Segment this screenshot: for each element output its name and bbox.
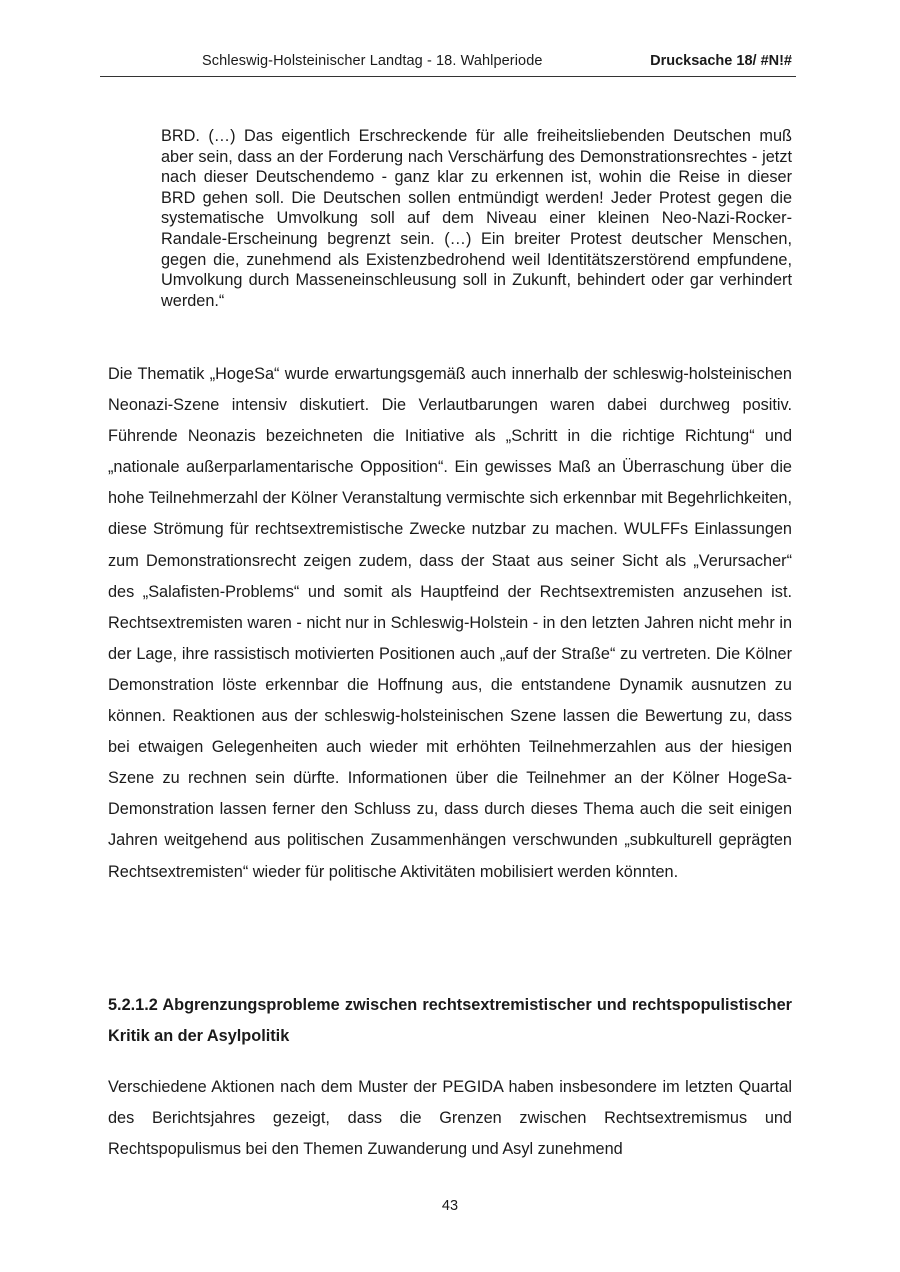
page-header [100, 48, 796, 77]
section-number: 5.2.1.2 [108, 996, 158, 1014]
body-paragraph: Die Thematik „HogeSa“ wurde erwartungsgemäß auch innerhalb der schleswig-holsteinischen Neonazi-Szene intensiv diskutiert. Die Verlautbarungen waren dabei durchweg positiv. Führende Neonazis bezeichneten die Initiative als „Schritt in die richtige Richtung“ und „nationale außerparlamentarische Opposition“. Ein gewisses Maß an Überraschung über die hohe Teilnehmerzahl der Kölner Veranstaltung vermischte sich erkennbar mit Begehrlichkeiten, diese Strömung für rechtsextremistische Zwecke nutzbar zu machen. WULFFs Einlassungen zum Demonstrationsrecht zeigen zudem, dass der Staat aus seiner Sicht als „Verursacher“ des „Salafisten-Problems“ und somit als Hauptfeind der Rechtsextremisten anzusehen ist. Rechtsextremisten waren - nicht nur in Schleswig-Holstein - in den letzten Jahren nicht mehr in der Lage, ihre rassistisch motivierten Positionen auch „auf der Straße“ zu vertreten. Die Kölner Demonstration löste erkennbar die Hoffnung aus, die entstandene Dynamik ausnutzen zu können. Reaktionen aus der schleswig-holsteinischen Szene lassen die Bewertung zu, dass bei etwaigen Gelegenheiten auch wieder mit erhöhten Teilnehmerzahlen aus der hiesigen Szene zu rechnen sein dürfte. Informationen über die Teilnehmer an der Kölner HogeSa-Demonstration lassen ferner den Schluss zu, dass durch dieses Thema auch die seit einigen Jahren weitgehend aus politischen Zusammenhängen verschwunden „subkulturell geprägten Rechtsextremisten“ wieder für politische Aktivitäten mobilisiert werden könnten. [108, 365, 792, 881]
block-quote: BRD. (…) Das eigentlich Erschreckende für alle freiheitsliebenden Deutschen muß aber sein, dass an der Forderung nach Verschärfung des Demonstrationsrechtes - jetzt nach dieser Deutschendemo - ganz klar zu erkennen ist, wohin die Reise in dieser BRD gehen soll. Die Deutschen sollen entmündigt werden! Jeder Protest gegen die systematische Umvolkung soll auf dem Niveau einer kleinen Neo-Nazi-Rocker-Randale-Erscheinung begrenzt sein. (…) Ein breiter Protest deutscher Menschen, gegen die, zunehmend als Existenzbedrohend weil Identitätszerstörend empfundene, Umvolkung durch Masseneinschleusung soll in Zukunft, behindert oder gar verhindert werden.“ [161, 127, 792, 310]
page-number: 43 [441, 1198, 459, 1214]
section-title: Abgrenzungsprobleme zwischen rechtsextremistischer und rechtspopulistischer Kritik an der Asylpolitik [108, 996, 792, 1046]
section-heading [108, 990, 792, 1053]
body-paragraph: Verschiedene Aktionen nach dem Muster der PEGIDA haben insbesondere im letzten Quartal des Berichtsjahres gezeigt, dass die Grenzen zwischen Rechtsextremismus und Rechtspopulismus bei den Themen Zuwanderung und Asyl zunehmend [108, 1078, 792, 1159]
document-number: Drucksache 18/ #N!# [650, 53, 792, 69]
header-title: Schleswig-Holsteinischer Landtag - 18. Wahlperiode [202, 53, 543, 69]
